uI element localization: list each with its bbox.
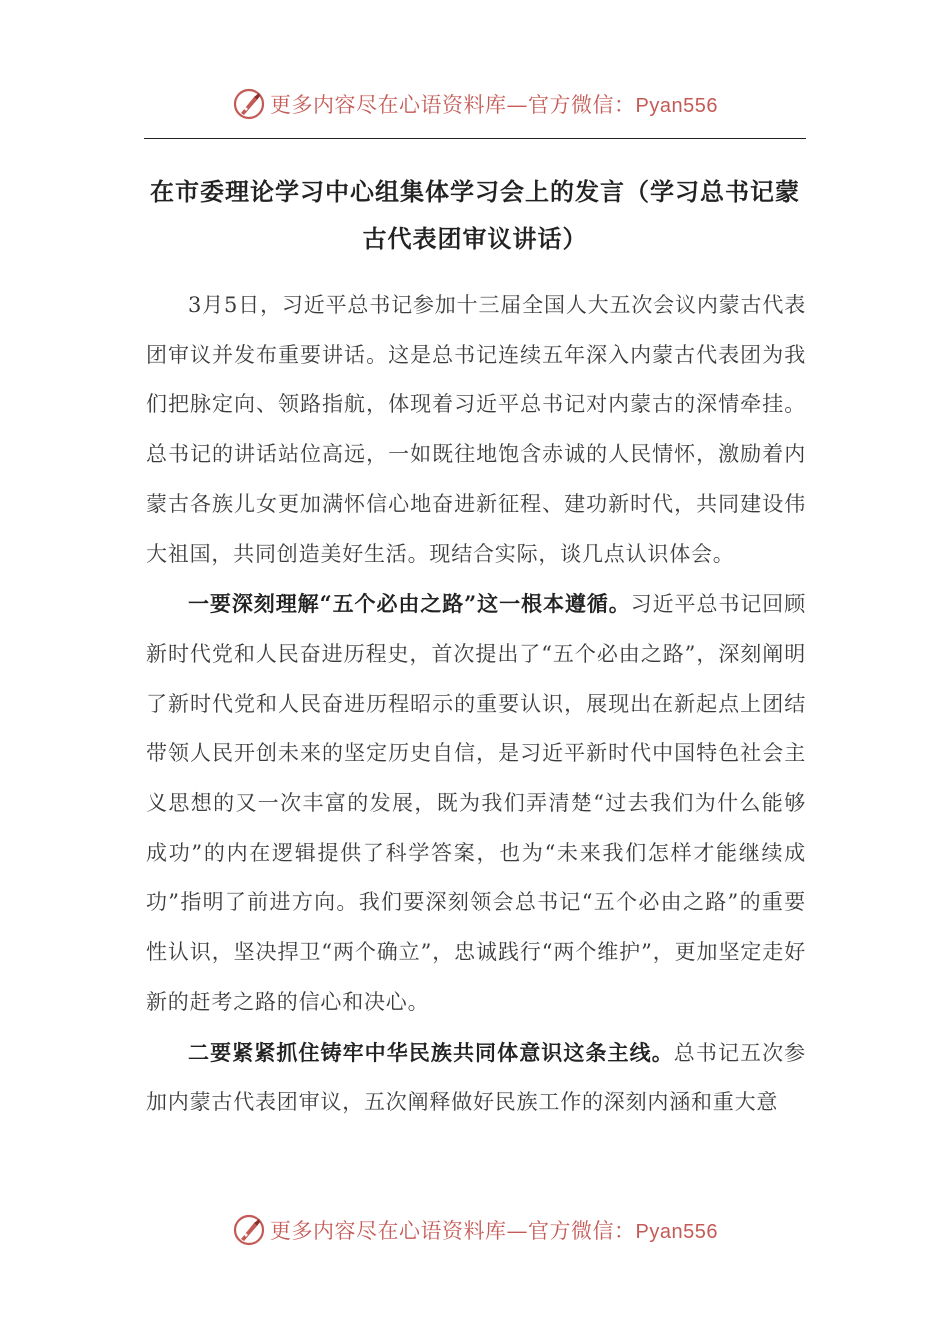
paragraph-lead: 一要深刻理解“五个必由之路”这一根本遵循。 (188, 591, 631, 617)
paragraph-text: 3月5日，习近平总书记参加十三届全国人大五次会议内蒙古代表团审议并发布重要讲话。这是总书记连续五年深入内蒙古代表团为我们把脉定向、领路指航，体现着习近平总书记对内蒙古的深情牵挂。总书记的讲话站位高远，一如既往地饱含赤诚的人民情怀，激励着内蒙古各族儿女更加满怀信心地奋进新征程、建功新时代，共同建设伟大祖国，共同创造美好生活。现结合实际，谈几点认识体会。 (146, 293, 806, 566)
paragraph-text: 总书记五次参加内蒙古代表团审议，五次阐释做好民族工作的深刻内涵和重大意 (146, 1040, 806, 1115)
header-banner-text: 更多内容尽在心语资料库—官方微信：Pyan556 (270, 93, 718, 117)
paragraph-text: 习近平总书记回顾新时代党和人民奋进历程史，首次提出了“五个必由之路”，深刻阐明了新时代党和人民奋进历程昭示的重要认识，展现出在新起点上团结带领人民开创未来的坚定历史自信，是习近平新时代中国特色社会主义思想的又一次丰富的发展，既为我们弄清楚“过去我们为什么能够成功”的内在逻辑提供了科学答案，也为“未来我们怎样才能继续成功”指明了前进方向。我们要深刻领会总书记“五个必由之路”的重要性认识，坚决捍卫“两个确立”，忠诚践行“两个维护”，更加坚定走好新的赶考之路的信心和决心。 (146, 592, 806, 1014)
footer-banner-text: 更多内容尽在心语资料库—官方微信：Pyan556 (270, 1219, 718, 1243)
document-body (146, 280, 806, 1128)
paragraph-lead: 二要紧紧抓住铸牢中华民族共同体意识这条主线。 (188, 1039, 674, 1065)
pen-nib-logo-icon (232, 87, 266, 121)
paragraph (146, 1028, 806, 1128)
header-banner (0, 84, 950, 124)
document-title: 在市委理论学习中心组集体学习会上的发言（学习总书记蒙古代表团审议讲话） (150, 177, 800, 253)
footer-banner (0, 1210, 950, 1250)
paragraph (146, 579, 806, 1027)
header-divider (144, 138, 806, 139)
header-wechat-id: Pyan556 (635, 95, 718, 117)
paragraph (146, 280, 806, 579)
footer-wechat-id: Pyan556 (635, 1221, 718, 1243)
pen-nib-logo-icon (232, 1213, 266, 1247)
